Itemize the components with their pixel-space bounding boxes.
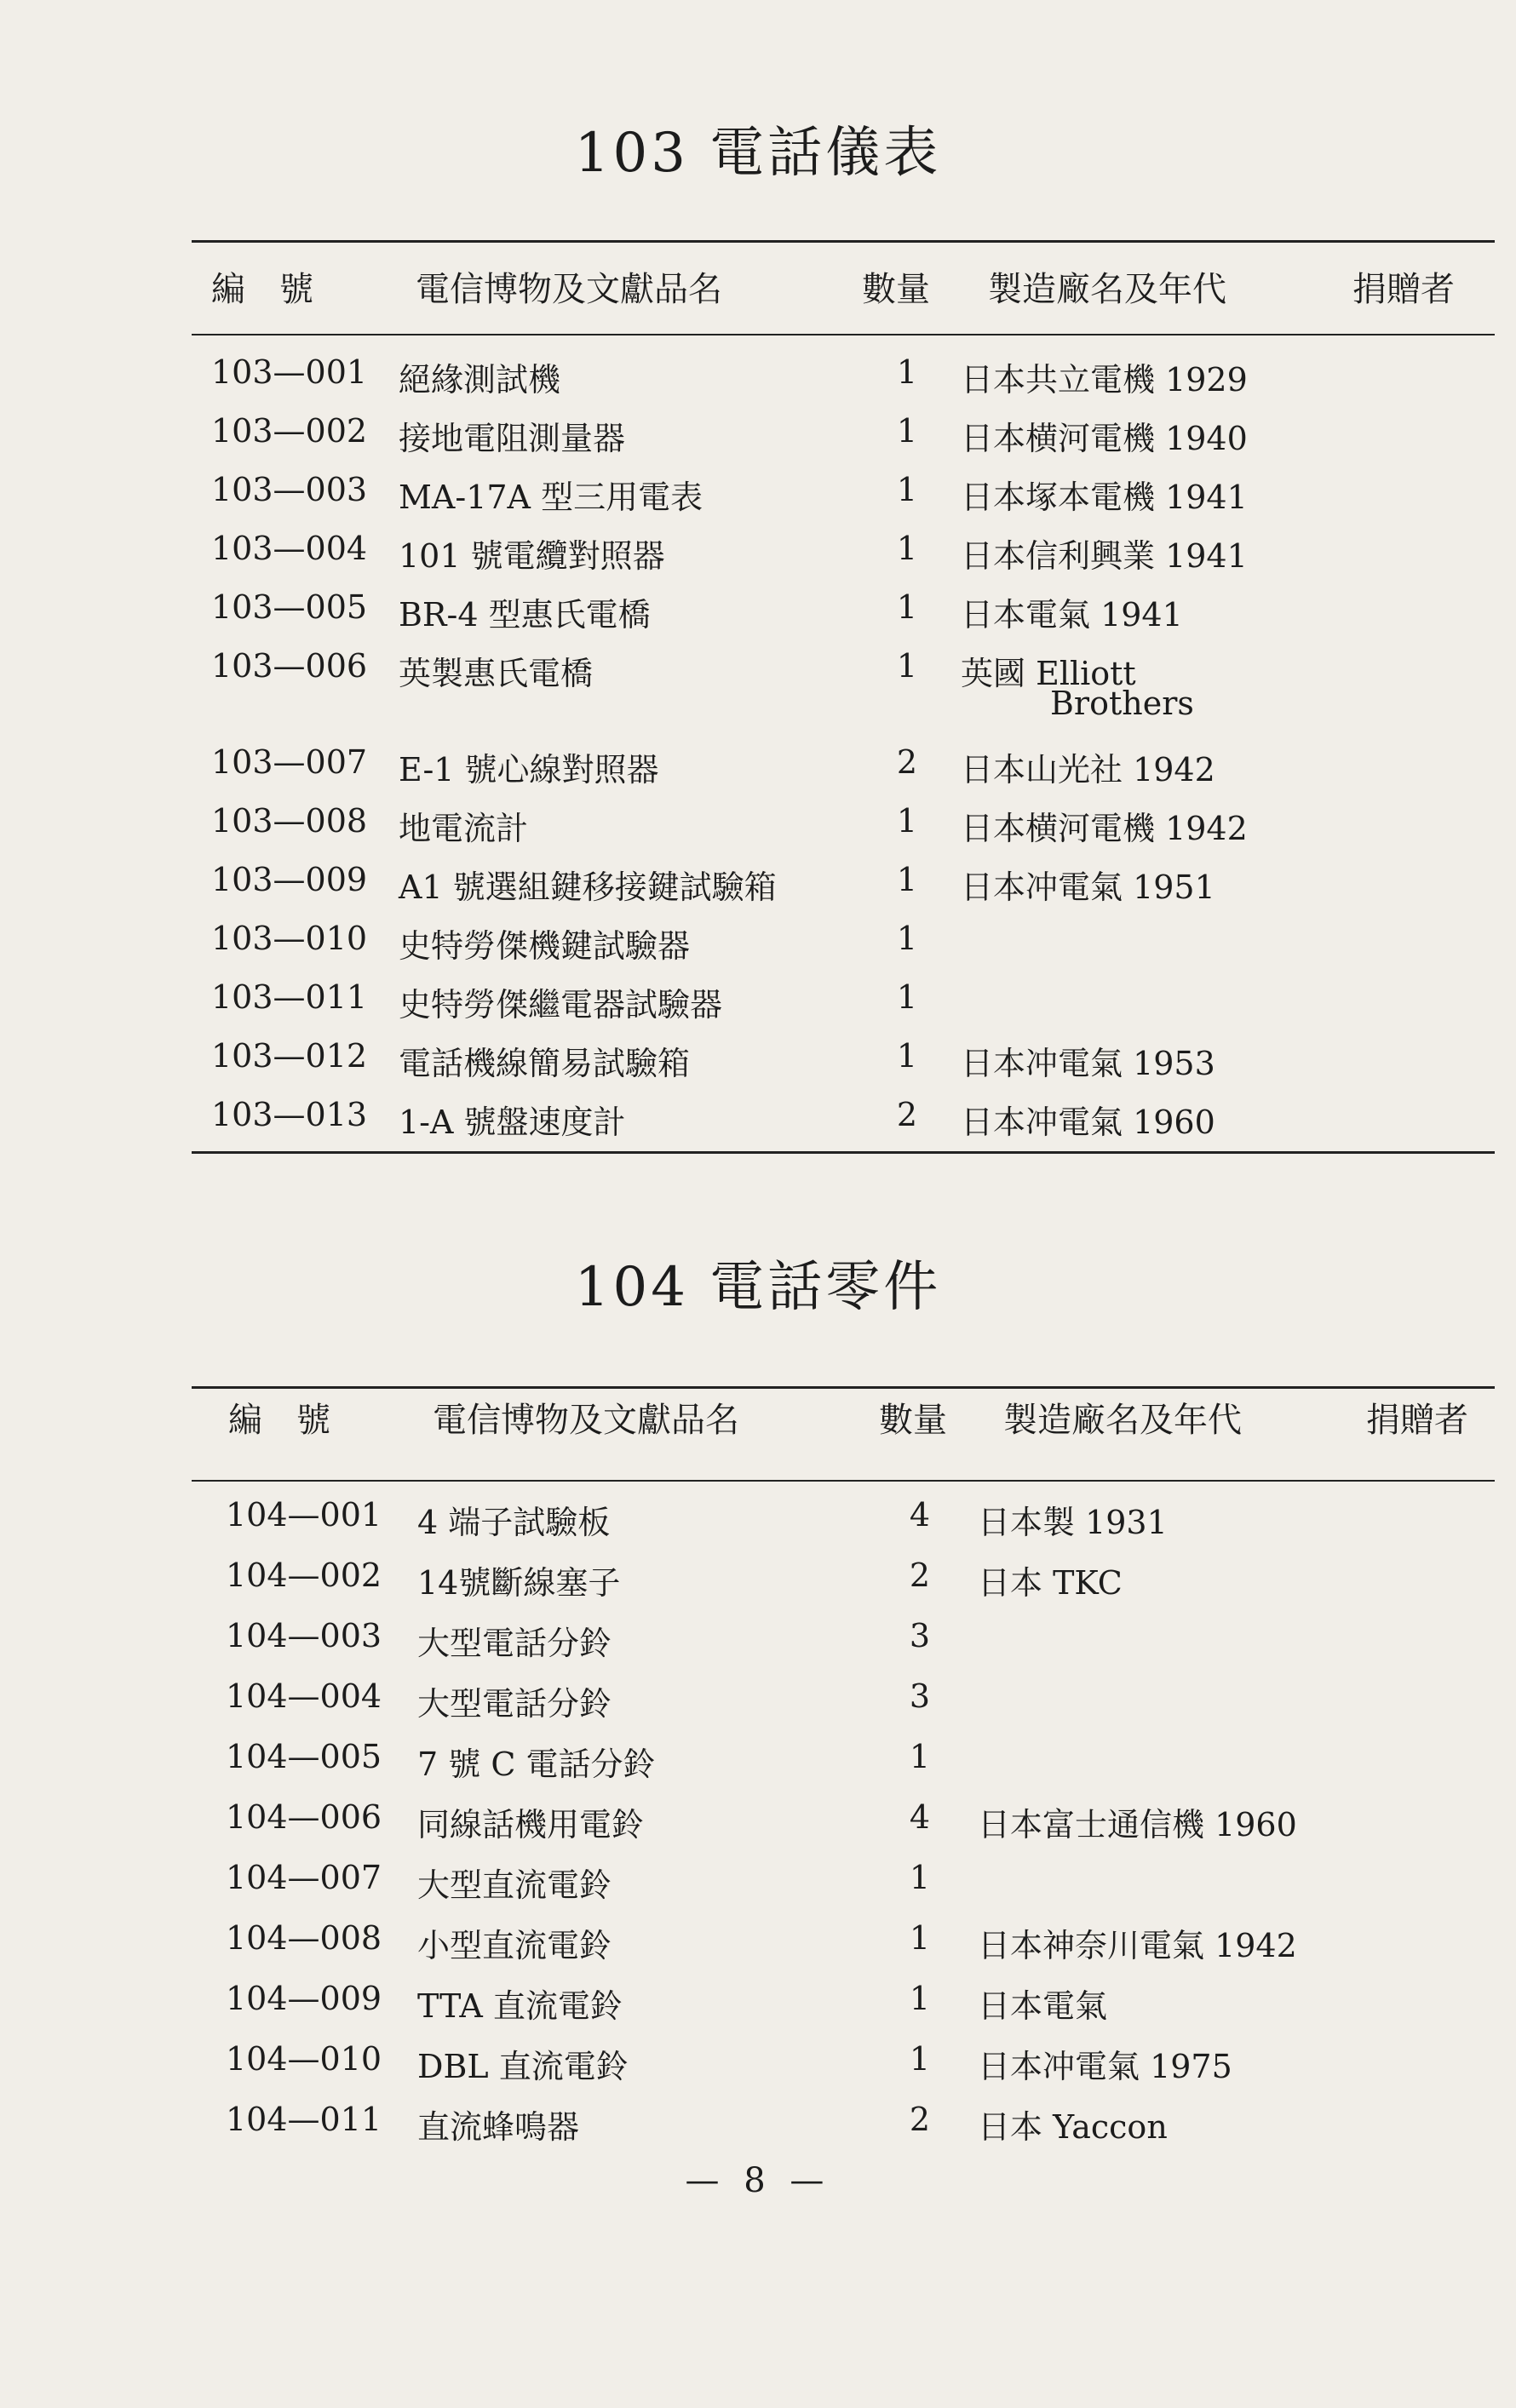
row-maker-year: 日本 TKC — [978, 1564, 1123, 1602]
row-code: 103—007 — [211, 743, 368, 781]
header-maker: 製造廠名及年代 — [988, 270, 1226, 309]
row-quantity: 1 — [896, 471, 918, 508]
row-item-name: 大型直流電鈴 — [417, 1866, 612, 1904]
row-item-name: 接地電阻測量器 — [399, 420, 626, 457]
row-quantity: 3 — [909, 1617, 931, 1654]
row-quantity: 1 — [896, 647, 918, 685]
table-row — [0, 1677, 1516, 1729]
table-row — [0, 1557, 1516, 1608]
row-item-name: 101 號電纜對照器 — [399, 537, 665, 575]
row-quantity: 1 — [896, 920, 918, 957]
header-code: 編 號 — [211, 270, 313, 309]
row-quantity: 1 — [896, 588, 918, 626]
table-row — [0, 1919, 1516, 1970]
row-code: 103—003 — [211, 471, 368, 508]
row-quantity: 1 — [909, 1980, 931, 2017]
table-row — [0, 978, 1516, 1029]
row-maker-year: 日本 Yaccon — [978, 2108, 1168, 2146]
row-item-name: 史特勞傑繼電器試驗器 — [399, 986, 723, 1023]
row-quantity: 1 — [909, 1919, 931, 1957]
table-row — [0, 802, 1516, 853]
header-qty: 數量 — [879, 1401, 947, 1440]
row-code: 104—005 — [226, 1738, 382, 1775]
row-quantity: 1 — [896, 412, 918, 450]
row-quantity: 1 — [896, 978, 918, 1016]
row-quantity: 1 — [896, 1037, 918, 1075]
table-row — [0, 1798, 1516, 1849]
row-quantity: 1 — [896, 353, 918, 391]
row-code: 104—010 — [226, 2040, 382, 2078]
table-bottom-rule-103 — [192, 1151, 1495, 1154]
table-row — [0, 1738, 1516, 1789]
row-item-name: BR-4 型惠氏電橋 — [399, 596, 651, 634]
table-row — [0, 1037, 1516, 1088]
row-quantity: 3 — [909, 1677, 931, 1715]
row-code: 103—009 — [211, 861, 368, 898]
table-row — [0, 530, 1516, 581]
row-item-name: E-1 號心線對照器 — [399, 751, 659, 788]
table-row — [0, 2101, 1516, 2152]
row-code: 104—004 — [226, 1677, 382, 1715]
header-donor: 捐贈者 — [1352, 270, 1455, 309]
row-item-name: 地電流計 — [399, 810, 529, 847]
row-item-name: 電話機線簡易試驗箱 — [399, 1045, 691, 1082]
header-maker: 製造廠名及年代 — [1003, 1401, 1242, 1440]
table-row — [0, 588, 1516, 639]
row-quantity: 2 — [909, 1557, 931, 1594]
table-row — [0, 353, 1516, 404]
row-maker-year: 日本信利興業 1941 — [961, 537, 1248, 575]
header-donor: 捐贈者 — [1366, 1401, 1468, 1440]
row-code: 104—001 — [226, 1496, 382, 1534]
header-name: 電信博物及文獻品名 — [433, 1401, 739, 1440]
row-code: 103—006 — [211, 647, 368, 685]
row-maker-year: 日本横河電機 1940 — [961, 420, 1248, 457]
row-code: 103—011 — [211, 978, 368, 1016]
row-maker-year: 日本電氣 — [978, 1987, 1108, 2025]
row-item-name: 史特勞傑機鍵試驗器 — [399, 927, 691, 965]
row-code: 103—012 — [211, 1037, 368, 1075]
row-item-name: 同線話機用電鈴 — [417, 1806, 645, 1843]
row-maker-year: 日本共立電機 1929 — [961, 361, 1248, 398]
row-code: 104—007 — [226, 1859, 382, 1896]
row-code: 104—006 — [226, 1798, 382, 1836]
row-item-name: 小型直流電鈴 — [417, 1927, 612, 1964]
table-row — [0, 1096, 1516, 1147]
row-code: 104—011 — [226, 2101, 382, 2138]
row-code: 104—003 — [226, 1617, 382, 1654]
row-maker-year: 日本富士通信機 1960 — [978, 1806, 1297, 1843]
row-quantity: 2 — [909, 2101, 931, 2138]
row-code: 103—008 — [211, 802, 368, 840]
table-row — [0, 1980, 1516, 2031]
row-code: 104—002 — [226, 1557, 382, 1594]
row-item-name: 大型電話分鈴 — [417, 1625, 612, 1662]
row-maker-year: 日本冲電氣 1953 — [961, 1045, 1215, 1082]
row-maker-year: 日本冲電氣 1960 — [961, 1104, 1215, 1141]
table-row — [0, 471, 1516, 522]
row-quantity: 4 — [909, 1798, 931, 1836]
header-bottom-rule-104 — [192, 1480, 1495, 1482]
row-item-name: 14號斷線塞子 — [417, 1564, 621, 1602]
section-title-103: 103 電話儀表 — [574, 122, 942, 185]
row-quantity: 1 — [896, 861, 918, 898]
row-maker-year: 日本神奈川電氣 1942 — [978, 1927, 1297, 1964]
row-code: 103—004 — [211, 530, 368, 567]
table-row — [0, 1496, 1516, 1547]
row-code: 104—009 — [226, 1980, 382, 2017]
row-maker-year: 日本山光社 1942 — [961, 751, 1215, 788]
row-item-name: 英製惠氏電橋 — [399, 655, 594, 692]
header-bottom-rule-103 — [192, 334, 1495, 335]
row-quantity: 4 — [909, 1496, 931, 1534]
row-quantity: 1 — [909, 1738, 931, 1775]
table-row — [0, 2040, 1516, 2091]
row-quantity: 1 — [896, 802, 918, 840]
table-row — [0, 647, 1516, 722]
row-maker-year: 英國 Elliott — [961, 655, 1136, 692]
row-item-name: 7 號 C 電話分鈴 — [417, 1746, 656, 1783]
row-item-name: 4 端子試驗板 — [417, 1504, 611, 1541]
row-code: 103—013 — [211, 1096, 368, 1133]
row-code: 103—001 — [211, 353, 368, 391]
row-code: 103—010 — [211, 920, 368, 957]
row-maker-year: 日本製 1931 — [978, 1504, 1168, 1541]
table-top-rule-103 — [192, 240, 1495, 243]
row-quantity: 1 — [909, 2040, 931, 2078]
table-row — [0, 412, 1516, 463]
row-quantity: 1 — [909, 1859, 931, 1896]
table-top-rule-104 — [192, 1386, 1495, 1389]
row-maker-year: 日本塚本電機 1941 — [961, 479, 1248, 516]
row-code: 104—008 — [226, 1919, 382, 1957]
header-name: 電信博物及文獻品名 — [416, 270, 722, 309]
row-quantity: 2 — [896, 1096, 918, 1133]
row-item-name: 絕緣測試機 — [399, 361, 561, 398]
table-row — [0, 861, 1516, 912]
row-maker-year: 日本冲電氣 1951 — [961, 869, 1215, 906]
row-item-name: A1 號選組鍵移接鍵試驗箱 — [399, 869, 777, 906]
row-code: 103—002 — [211, 412, 368, 450]
table-row — [0, 743, 1516, 794]
page-number: — 8 — — [685, 2161, 831, 2200]
row-quantity: 1 — [896, 530, 918, 567]
row-item-name: 1-A 號盤速度計 — [399, 1104, 626, 1141]
row-maker-continuation: Brothers — [1050, 685, 1194, 722]
section-title-104: 104 電話零件 — [574, 1256, 942, 1319]
row-item-name: 直流蜂鳴器 — [417, 2108, 580, 2146]
table-row — [0, 1617, 1516, 1668]
row-item-name: MA-17A 型三用電表 — [399, 479, 703, 516]
table-row — [0, 1859, 1516, 1910]
row-item-name: TTA 直流電鈴 — [417, 1987, 623, 2025]
row-maker-year: 日本冲電氣 1975 — [978, 2048, 1232, 2085]
row-item-name: 大型電話分鈴 — [417, 1685, 612, 1723]
table-row — [0, 920, 1516, 971]
row-maker-year: 日本横河電機 1942 — [961, 810, 1248, 847]
row-item-name: DBL 直流電鈴 — [417, 2048, 629, 2085]
header-qty: 數量 — [862, 270, 930, 309]
header-code: 編 號 — [228, 1401, 330, 1440]
row-maker-year: 日本電氣 1941 — [961, 596, 1183, 634]
row-quantity: 2 — [896, 743, 918, 781]
row-code: 103—005 — [211, 588, 368, 626]
